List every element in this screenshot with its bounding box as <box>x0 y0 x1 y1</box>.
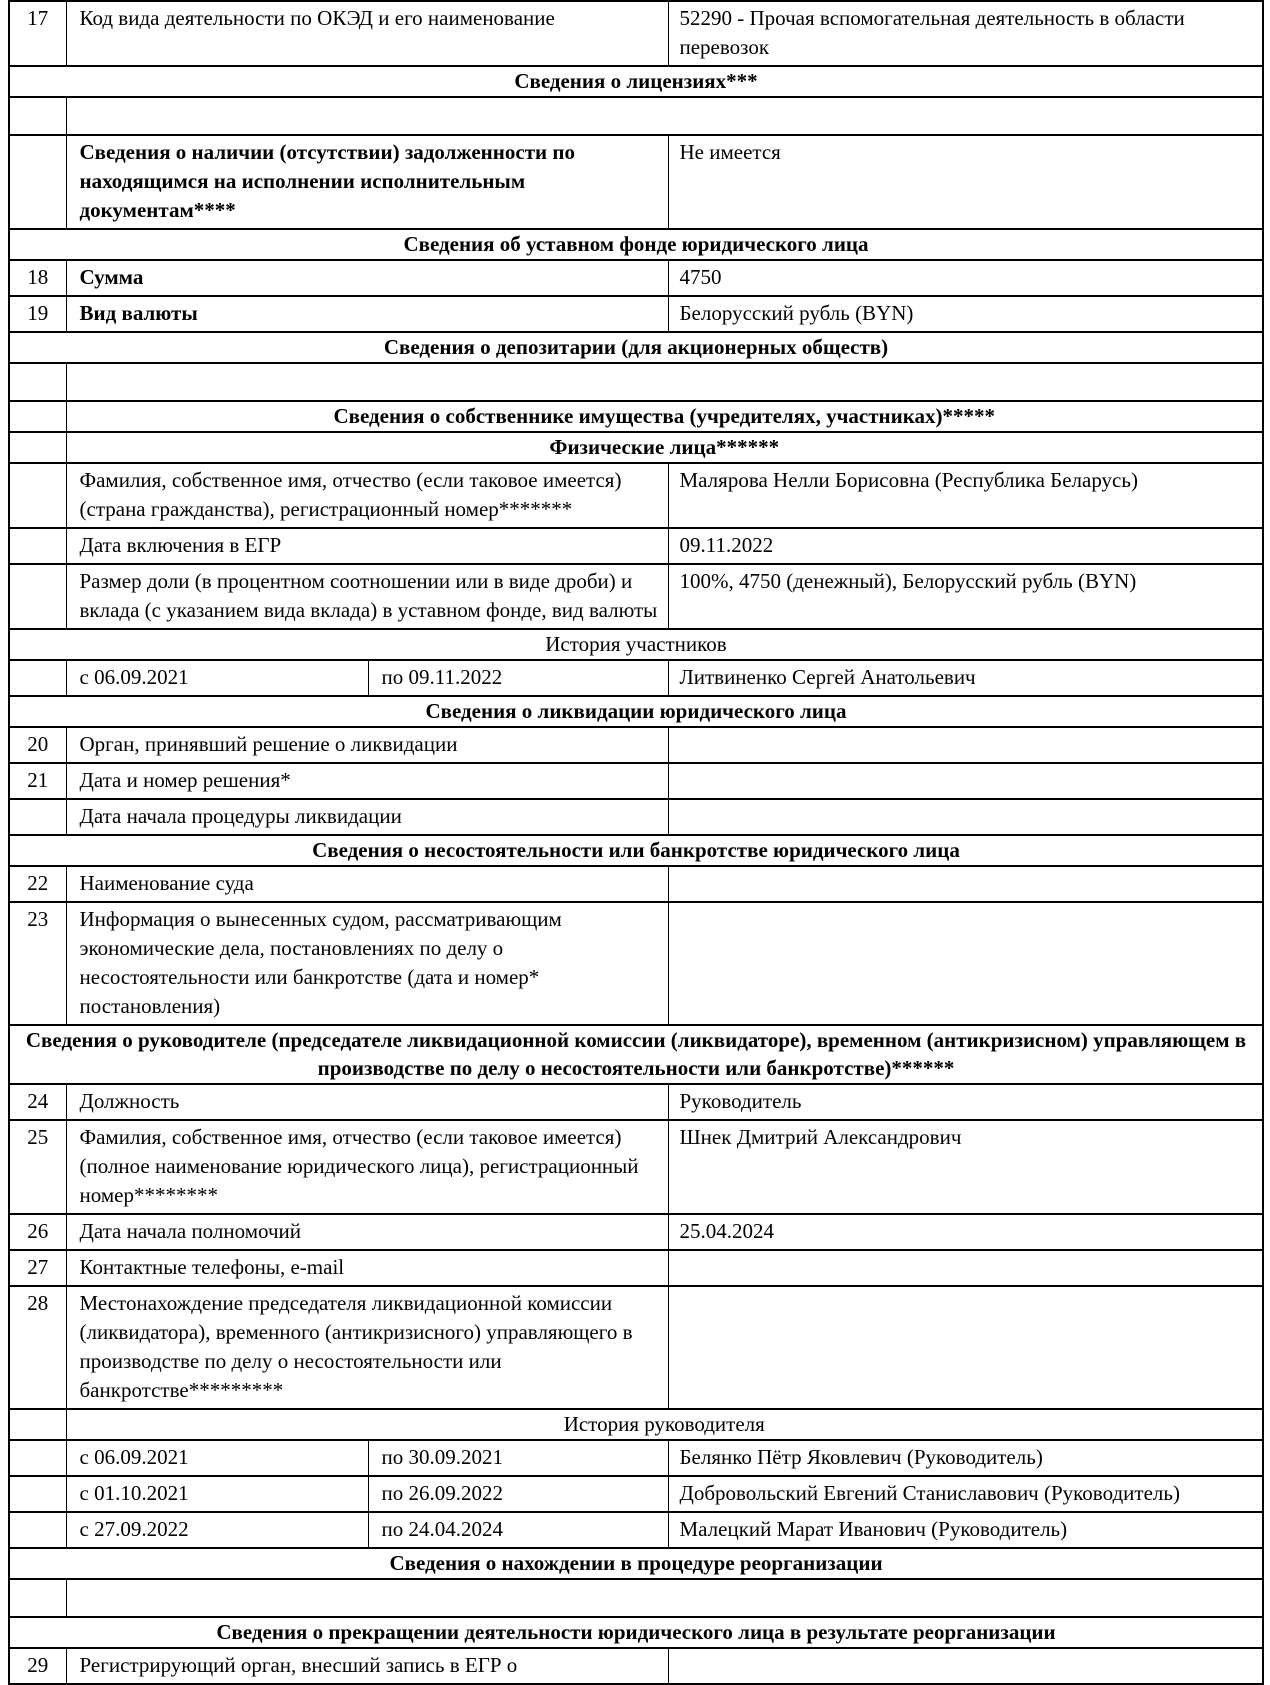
field-label: Дата включения в ЕГР <box>66 528 668 564</box>
field-value <box>668 902 1263 1025</box>
row-number <box>9 97 66 135</box>
row-number <box>9 432 66 463</box>
section-header: Сведения о прекращении деятельности юридического лица в результате реорганизации <box>9 1617 1263 1648</box>
row-number: 17 <box>9 1 66 66</box>
field-value <box>668 727 1263 763</box>
field-value <box>668 763 1263 799</box>
section-header: Физические лица****** <box>66 432 1263 463</box>
history-name: Малецкий Марат Иванович (Руководитель) <box>668 1512 1263 1548</box>
field-label: Размер доли (в процентном соотношении или в виде дроби) и вклада (с указанием вида вклада) в уставном фонде, вид валюты <box>66 564 668 629</box>
table-row <box>9 260 1263 296</box>
field-label: Сумма <box>66 260 668 296</box>
row-number: 24 <box>9 1084 66 1120</box>
row-number <box>9 1579 66 1617</box>
field-label: Сведения о наличии (отсутствии) задолженности по находящимся на исполнении исполнительным документам**** <box>66 135 668 229</box>
row-number <box>9 564 66 629</box>
field-label: Орган, принявший решение о ликвидации <box>66 727 668 763</box>
field-value: Не имеется <box>668 135 1263 229</box>
field-value: Шнек Дмитрий Александрович <box>668 1120 1263 1214</box>
row-number <box>9 463 66 528</box>
field-label: Информация о вынесенных судом, рассматривающим экономические дела, постановлениях по делу о несостоятельности или банкротстве (дата и номер* постановления) <box>66 902 668 1025</box>
field-value <box>668 1648 1263 1684</box>
history-to: по 24.04.2024 <box>368 1512 668 1548</box>
empty-row <box>9 97 1263 135</box>
table-row <box>9 1120 1263 1214</box>
history-name: Добровольский Евгений Станиславович (Руководитель) <box>668 1476 1263 1512</box>
row-number: 19 <box>9 296 66 332</box>
row-number <box>9 1476 66 1512</box>
row-number <box>9 1512 66 1548</box>
empty-row <box>9 1579 1263 1617</box>
table-row <box>9 1648 1263 1684</box>
row-number: 21 <box>9 763 66 799</box>
section-header: Сведения о ликвидации юридического лица <box>9 696 1263 727</box>
section-row <box>9 229 1263 260</box>
field-value: 100%, 4750 (денежный), Белорусский рубль (BYN) <box>668 564 1263 629</box>
section-header: История участников <box>9 629 1263 660</box>
section-row <box>9 401 1263 432</box>
table-row <box>9 135 1263 229</box>
table-row <box>9 727 1263 763</box>
row-number: 25 <box>9 1120 66 1214</box>
table-row <box>9 1250 1263 1286</box>
row-number <box>9 363 66 401</box>
field-value: 4750 <box>668 260 1263 296</box>
field-value: Руководитель <box>668 1084 1263 1120</box>
section-header: Сведения о депозитарии (для акционерных обществ) <box>9 332 1263 363</box>
field-label: Дата и номер решения* <box>66 763 668 799</box>
section-row <box>9 1025 1263 1084</box>
row-number <box>9 401 66 432</box>
history-to: по 30.09.2021 <box>368 1440 668 1476</box>
field-label: Дата начала полномочий <box>66 1214 668 1250</box>
history-from: с 01.10.2021 <box>66 1476 368 1512</box>
section-row <box>9 629 1263 660</box>
row-number: 27 <box>9 1250 66 1286</box>
field-label: Регистрирующий орган, внесший запись в ЕГР о <box>66 1648 668 1684</box>
field-value <box>668 866 1263 902</box>
table-row <box>9 296 1263 332</box>
table-row <box>9 463 1263 528</box>
field-value: 25.04.2024 <box>668 1214 1263 1250</box>
field-value <box>668 1286 1263 1409</box>
history-name: Литвиненко Сергей Анатольевич <box>668 660 1263 696</box>
table-row <box>9 528 1263 564</box>
row-number: 29 <box>9 1648 66 1684</box>
row-number: 23 <box>9 902 66 1025</box>
history-from: с 06.09.2021 <box>66 660 368 696</box>
row-number <box>9 528 66 564</box>
field-label: Код вида деятельности по ОКЭД и его наименование <box>66 1 668 66</box>
empty-cell <box>66 363 1263 401</box>
section-row <box>9 66 1263 97</box>
section-row <box>9 1548 1263 1579</box>
history-row <box>9 1512 1263 1548</box>
field-value: 52290 - Прочая вспомогательная деятельность в области перевозок <box>668 1 1263 66</box>
section-row <box>9 1409 1263 1440</box>
table-row <box>9 564 1263 629</box>
field-label: Фамилия, собственное имя, отчество (если таковое имеется) (полное наименование юридического лица), регистрационный номер******** <box>66 1120 668 1214</box>
field-value <box>668 1250 1263 1286</box>
section-row <box>9 1617 1263 1648</box>
field-label: Вид валюты <box>66 296 668 332</box>
field-label: Дата начала процедуры ликвидации <box>66 799 668 835</box>
history-row <box>9 1440 1263 1476</box>
history-name: Белянко Пётр Яковлевич (Руководитель) <box>668 1440 1263 1476</box>
section-header: Сведения о собственнике имущества (учредителях, участниках)***** <box>66 401 1263 432</box>
field-label: Должность <box>66 1084 668 1120</box>
history-to: по 26.09.2022 <box>368 1476 668 1512</box>
field-label: Местонахождение председателя ликвидационной комиссии (ликвидатора), временного (антикризисного) управляющего в производстве по делу о несостоятельности или банкротстве********* <box>66 1286 668 1409</box>
section-header: История руководителя <box>66 1409 1263 1440</box>
section-header: Сведения о руководителе (председателе ликвидационной комиссии (ликвидаторе), временном (антикризисном) управляющем в производстве по делу о несостоятельности или банкротстве)****** <box>9 1025 1263 1084</box>
table-row <box>9 763 1263 799</box>
history-row <box>9 1476 1263 1512</box>
section-row <box>9 835 1263 866</box>
field-value: 09.11.2022 <box>668 528 1263 564</box>
empty-cell <box>66 97 1263 135</box>
history-to: по 09.11.2022 <box>368 660 668 696</box>
row-number <box>9 1440 66 1476</box>
row-number: 20 <box>9 727 66 763</box>
history-from: с 06.09.2021 <box>66 1440 368 1476</box>
row-number <box>9 660 66 696</box>
row-number: 28 <box>9 1286 66 1409</box>
field-value: Малярова Нелли Борисовна (Республика Беларусь) <box>668 463 1263 528</box>
row-number <box>9 1409 66 1440</box>
section-header: Сведения о нахождении в процедуре реорганизации <box>9 1548 1263 1579</box>
section-header: Сведения об уставном фонде юридического лица <box>9 229 1263 260</box>
table-row <box>9 1286 1263 1409</box>
empty-row <box>9 363 1263 401</box>
table-row <box>9 866 1263 902</box>
row-number: 26 <box>9 1214 66 1250</box>
history-from: с 27.09.2022 <box>66 1512 368 1548</box>
field-value: Белорусский рубль (BYN) <box>668 296 1263 332</box>
table-row <box>9 1084 1263 1120</box>
table-row <box>9 1214 1263 1250</box>
field-label: Контактные телефоны, e-mail <box>66 1250 668 1286</box>
history-row <box>9 660 1263 696</box>
field-value <box>668 799 1263 835</box>
section-header: Сведения о несостоятельности или банкротстве юридического лица <box>9 835 1263 866</box>
empty-cell <box>66 1579 1263 1617</box>
row-number <box>9 799 66 835</box>
egr-extract-document <box>8 0 1262 1685</box>
table-row <box>9 902 1263 1025</box>
section-row <box>9 696 1263 727</box>
field-label: Наименование суда <box>66 866 668 902</box>
section-header: Сведения о лицензиях*** <box>9 66 1263 97</box>
row-number: 18 <box>9 260 66 296</box>
row-number: 22 <box>9 866 66 902</box>
field-label: Фамилия, собственное имя, отчество (если таковое имеется) (страна гражданства), регистрационный номер******* <box>66 463 668 528</box>
section-row <box>9 332 1263 363</box>
table-row <box>9 1 1263 66</box>
row-number <box>9 135 66 229</box>
egr-extract-table <box>8 0 1264 1685</box>
table-row <box>9 799 1263 835</box>
section-row <box>9 432 1263 463</box>
